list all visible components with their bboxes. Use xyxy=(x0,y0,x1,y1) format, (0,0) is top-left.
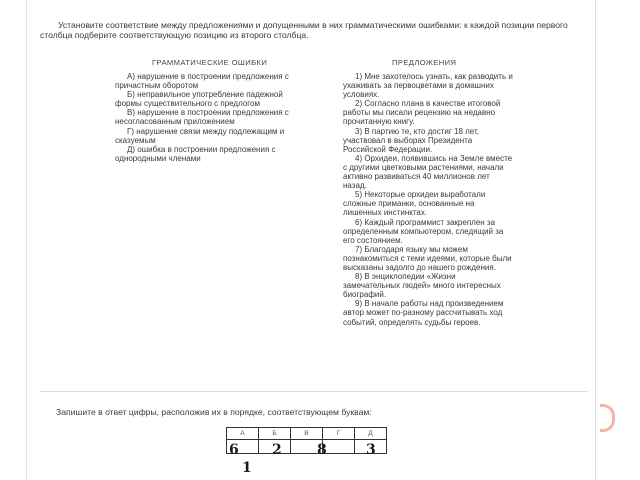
sentence-item-9: 9) В начале работы над произведением автор может по-разному рассчитывать ход событий, определять судьбы героев. xyxy=(343,299,504,327)
sentences-list xyxy=(343,72,513,327)
error-item-b: Б) неправильное употребление падежной формы существительного с предлогом xyxy=(115,90,283,109)
task-text: Установите соответствие между предложениями и допущенными в них грамматическими ошибками: к каждой позиции первого столбца подберите соответствующую позицию из второго столбца. xyxy=(40,20,568,41)
handwritten-digit-d: 3 xyxy=(366,442,376,458)
sentence-item-4: 4) Орхидеи, появившись на Земле вместе с другими цветковыми растениями, начали активно развиваться 40 миллионов лет назад. xyxy=(343,153,513,191)
handwritten-digit-extra: 1 xyxy=(242,460,252,476)
error-item-v: В) нарушение в построении предложения с несогласованным приложением xyxy=(115,108,289,127)
sentence-item-1: 1) Мне захотелось узнать, как разводить и ухаживать за первоцветами в домашних условиях. xyxy=(343,72,513,100)
sentence-item-7: 7) Благодаря языку мы можем познакомиться с теми идеями, которые были высказаны задолго до нашего рождения. xyxy=(343,244,512,272)
sentence-item-5: 5) Некоторые орхидеи выработали сложные приманки, основанные на лишенных инстинктах. xyxy=(343,190,486,218)
error-item-d: Д) ошибка в построении предложения с однородными членами xyxy=(115,144,276,163)
sentence-item-6: 6) Каждый программист закреплен за определенным компьютером, следящий за его состоянием. xyxy=(343,217,504,245)
answer-letter-g: Г xyxy=(323,428,355,440)
answer-cell-g[interactable] xyxy=(323,440,355,454)
sentence-item-8: 8) В энциклопедии «Жизни замечательных людей» много интересных биографий. xyxy=(343,272,501,300)
answer-letter-v: В xyxy=(291,428,323,440)
answer-instruction: Запишите в ответ цифры, расположив их в порядке, соответствующем буквам: xyxy=(56,407,372,417)
handwritten-digit-v: 8 xyxy=(317,442,327,458)
answer-letter-d: Д xyxy=(355,428,387,440)
answer-table xyxy=(226,427,387,454)
answer-values-row xyxy=(227,440,387,454)
sentences-column-header: ПРЕДЛОЖЕНИЯ xyxy=(392,58,457,67)
handwritten-digit-b: 2 xyxy=(272,442,282,458)
errors-list xyxy=(115,72,293,163)
answer-letters-row xyxy=(227,428,387,440)
error-item-a: А) нарушение в построении предложения с причастным оборотом xyxy=(115,72,289,91)
sentence-item-3: 3) В партию те, кто достиг 18 лет, участвовал в выборах Президента Российской Федерации. xyxy=(343,126,479,154)
decorative-bracket xyxy=(600,404,615,432)
errors-column-header: ГРАММАТИЧЕСКИЕ ОШИБКИ xyxy=(152,58,268,67)
sentence-item-2: 2) Согласно плана в качестве итоговой работы мы писали рецензию на недавно прочитанную книгу. xyxy=(343,99,501,127)
handwritten-digit-a: 6 xyxy=(229,442,239,458)
section-divider xyxy=(40,391,588,392)
answer-letter-b: Б xyxy=(259,428,291,440)
answer-letter-a: А xyxy=(227,428,259,440)
error-item-g: Г) нарушение связи между подлежащим и сказуемым xyxy=(115,126,285,145)
